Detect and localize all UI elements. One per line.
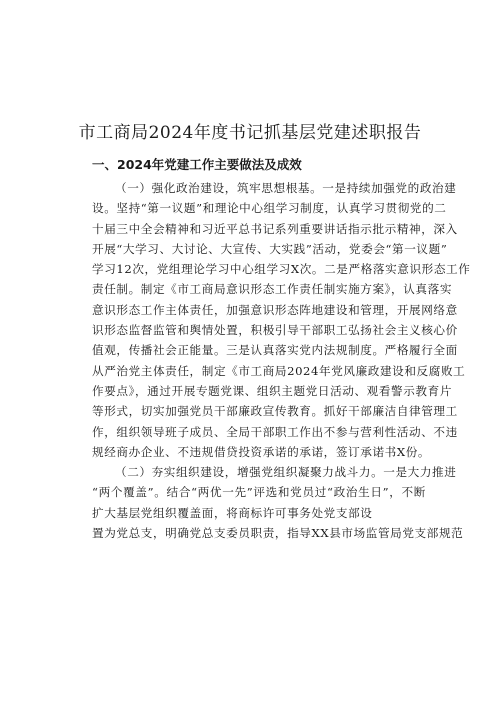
section-heading: 一、2024年党建工作主要做法及成效 bbox=[92, 157, 302, 172]
paragraph-line: 置为党总支，明确党总支委员职责，指导XX县市场监管局党支部规范 bbox=[92, 526, 464, 541]
paragraph-line: （一）强化政治建设，筑牢思想根基。一是持续加强党的政治建 bbox=[115, 181, 457, 195]
paragraph-line: 设。坚持“第一议题”和理论中心组学习制度，认真学习贯彻党的二 bbox=[92, 201, 447, 216]
paragraph-line: 作，组织领导班子成员、全局干部职工作出不参与营利性活动、不违 bbox=[92, 424, 458, 439]
paragraph-line: 等形式，切实加强党员干部廉政宣传教育。抓好干部廉洁自律管理工 bbox=[92, 404, 458, 419]
paragraph-line: 从严治党主体责任，制定《市工商局2024年党风廉政建设和反腐败工 bbox=[92, 363, 466, 378]
paragraph-line: 意识形态工作主体责任，加强意识形态阵地建设和管理，开展网络意 bbox=[92, 302, 458, 317]
paragraph-line: 规经商办企业、不违规借贷投资承诺的承诺，签订承诺书X份。 bbox=[92, 444, 431, 459]
paragraph-line: “两个覆盖”。结合“两优一先”评选和党员过“政治生日”，不断 bbox=[92, 485, 426, 500]
paragraph-line: 学习12次，党组理论学习中心组学习X次。二是严格落实意识形态工作 bbox=[92, 262, 471, 277]
paragraph-line: 值观，传播社会正能量。三是认真落实党内法规制度。严格履行全面 bbox=[92, 343, 458, 358]
paragraph-line: 十届三中全会精神和习近平总书记系列重要讲话指示批示精神，深入 bbox=[92, 221, 458, 236]
document-title: 市工商局2024年度书记抓基层党建述职报告 bbox=[78, 123, 422, 143]
paragraph-line: （二）夯实组织建设，增强党组织凝聚力战斗力。一是大力推进 bbox=[115, 465, 457, 480]
body-text bbox=[92, 178, 471, 543]
paragraph-line: 责任制。制定《市工商局意识形态工作责任制实施方案》，认真落实 bbox=[92, 282, 453, 297]
paragraph-line: 开展“大学习、大讨论、大宣传、大实践”活动，党委会“第一议题” bbox=[92, 241, 448, 256]
paragraph-line: 扩大基层党组织覆盖面，将商标许可事务处党支部设 bbox=[92, 505, 373, 520]
paragraph-line: 识形态监督监管和舆情处置，积极引导干部职工弘扬社会主义核心价 bbox=[92, 323, 458, 338]
paragraph-line: 作要点》，通过开展专题党课、组织主题党日活动、观看警示教育片 bbox=[92, 383, 453, 398]
